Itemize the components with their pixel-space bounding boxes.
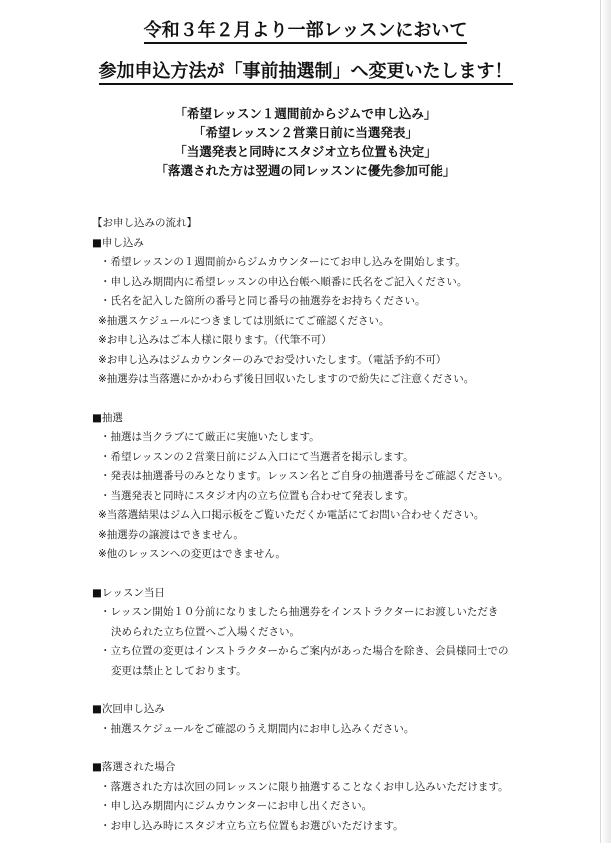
list-item: ・お申し込み時にスタジオ立ち立ち位置もお選びいただけます。 [100, 819, 404, 832]
key-points [0, 104, 611, 180]
title-line2-text: 参加申込方法が「事前抽選制」へ変更いたします！ [99, 61, 513, 85]
flow-heading: 【お申し込みの流れ】 [92, 217, 197, 229]
section-heading: ■次回申し込み [92, 703, 165, 715]
section-unselected [92, 758, 592, 836]
list-item: ・レッスン開始１０分前になりましたら抽選券をインストラクターにお渡しいただき [100, 606, 499, 618]
note-item: ※抽選スケジュールにつきましては別紙にてご確認ください。 [98, 314, 390, 327]
list-item: ・当選発表と同時にスタジオ内の立ち位置も合わせて発表します。 [100, 489, 415, 502]
section-lesson-day [92, 584, 592, 682]
title-line1-text: 令和３年２月より一部レッスンにおいて [144, 20, 468, 44]
list-item: ・希望レッスンの２営業日前にジム入口にて当選者を掲示します。 [100, 450, 414, 463]
list-item: ・申し込み期間内にジムカウンターにお申し出ください。 [100, 800, 373, 812]
list-item: ・落選された方は次回の同レッスンに限り抽選することなくお申し込みいただけます。 [100, 780, 509, 793]
note-item: ※抽選券の譲渡はできません。 [98, 528, 244, 541]
section-lottery [92, 409, 592, 565]
section-apply [92, 234, 592, 390]
key-point: 「希望レッスン２営業日前に当選発表」 [193, 125, 418, 140]
list-item: ・立ち位置の変更はインストラクターからご案内があった場合を除き、会員様同士での [100, 645, 509, 657]
list-item: ・申し込み期間内に希望レッスンの申込台帳へ順番に氏名をご記入ください。 [100, 275, 468, 288]
page-title-line1 [0, 20, 611, 42]
section-heading: ■落選された場合 [92, 761, 176, 773]
section-heading: ■レッスン当日 [92, 586, 165, 599]
note-item: ※当落選結果はジム入口掲示板をご覧いただくか電話にてお問い合わせください。 [98, 509, 485, 521]
list-item-continuation: 決められた立ち位置へご入場ください。 [111, 625, 300, 638]
section-heading: ■申し込み [92, 236, 144, 249]
note-item: ※抽選券は当落選にかかわらず後日回収いたしますので紛失にご注意ください。 [98, 373, 475, 385]
list-item: ・発表は抽選番号のみとなります。レッスン名とご自身の抽選番号をご確認ください。 [100, 470, 509, 482]
key-point: 「落選された方は翌週の同レッスンに優先参加可能」 [155, 163, 456, 178]
list-item: ・抽選は当クラブにて厳正に実施いたします。 [100, 431, 320, 443]
list-item: ・氏名を記入した箇所の番号と同じ番号の抽選券をお持ちください。 [100, 295, 426, 307]
procedure-body [92, 214, 592, 855]
page-title-line2 [0, 61, 611, 83]
page-edge-shadow [600, 0, 611, 843]
key-point: 「希望レッスン１週間前からジムで申し込み」 [174, 106, 437, 121]
note-item: ※他のレッスンへの変更はできません。 [98, 548, 286, 560]
key-point: 「当選発表と同時にスタジオ立ち位置も決定」 [174, 144, 437, 159]
section-heading: ■抽選 [92, 411, 123, 424]
list-item-continuation: 変更は禁止としております。 [111, 664, 247, 677]
section-next-apply [92, 700, 592, 739]
note-item: ※お申し込みはジムカウンターのみでお受けいたします。（電話予約不可） [98, 353, 447, 366]
list-item: ・抽選スケジュールをご確認のうえ期間内にお申し込みください。 [100, 722, 415, 735]
list-item: ・希望レッスンの１週間前からジムカウンターにてお申し込みを開始します。 [100, 256, 466, 268]
note-item: ※お申し込みはご本人様に限ります。（代筆不可） [98, 334, 332, 346]
